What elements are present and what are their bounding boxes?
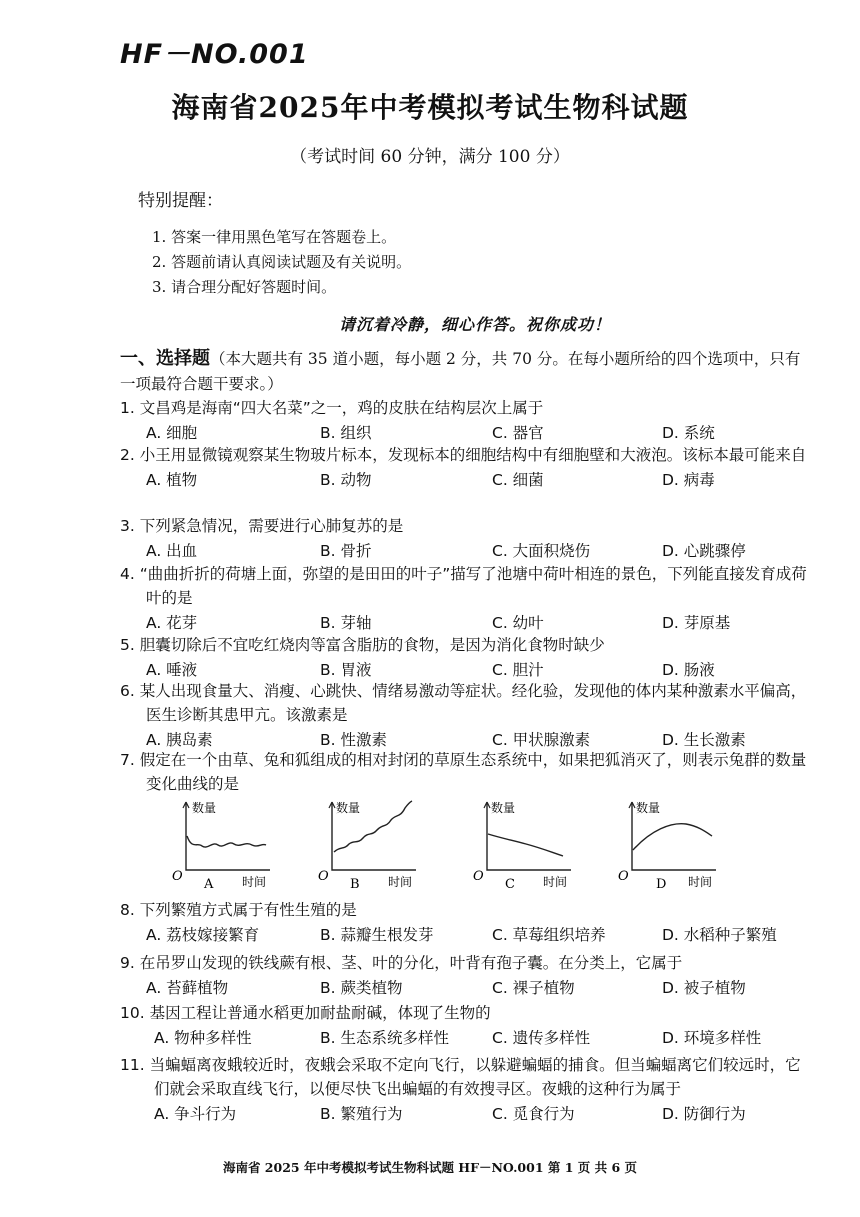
option-a: A. 胰岛素: [146, 731, 213, 749]
option-row: [120, 421, 810, 445]
option-c: C. 胆汁: [492, 661, 544, 679]
option-b: B. 骨折: [320, 542, 372, 560]
option-row: [120, 923, 810, 947]
question-stem: 1. 文昌鸡是海南“四大名菜”之一，鸡的皮肤在结构层次上属于: [120, 399, 544, 417]
question-1: [120, 396, 810, 445]
reminder-list: [152, 226, 411, 301]
origin-label: O: [618, 869, 629, 884]
reminder-item: 3. 请合理分配好答题时间。: [152, 278, 337, 296]
option-d: D. 芽原基: [662, 614, 731, 632]
option-c: C. 大面积烧伤: [492, 542, 591, 560]
option-row: [120, 1026, 810, 1050]
option-c: C. 细菌: [492, 471, 544, 489]
option-a: A. 苔藓植物: [146, 979, 229, 997]
option-a: A. 唾液: [146, 661, 198, 679]
question-stem: 4. “曲曲折折的荷塘上面，弥望的是田田的叶子”描写了池塘中荷叶相连的景色，下列能直接发育成荷叶的是: [120, 565, 807, 607]
y-axis-label: 数量: [336, 801, 361, 815]
option-row: [120, 1102, 810, 1126]
curve-c: [488, 834, 563, 856]
option-d: D. 病毒: [662, 471, 715, 489]
option-c: C. 器官: [492, 424, 544, 442]
option-row: [120, 468, 810, 492]
y-axis-label: 数量: [491, 801, 516, 815]
graph-a: [170, 800, 280, 896]
question-5: [120, 633, 810, 682]
option-a: A. 物种多样性: [154, 1029, 252, 1047]
question-stem: 7. 假定在一个由草、兔和狐组成的相对封闭的草原生态系统中，如果把狐消灭了，则表示兔群的数量变化曲线的是: [120, 751, 807, 793]
question-stem: 11. 当蝙蝠离夜蛾较近时，夜蛾会采取不定向飞行，以躲避蝙蝠的捕食。但当蝙蝠离它们较远时，它们就会采取直线飞行，以便尽快飞出蝙蝠的有效搜寻区。夜蛾的这种行为属于: [120, 1056, 801, 1098]
option-b: B. 芽轴: [320, 614, 372, 632]
option-row: [120, 611, 810, 635]
question-4: [120, 562, 810, 635]
option-b: B. 性激素: [320, 731, 387, 749]
x-axis-label: 时间: [543, 875, 568, 889]
graph-label: A: [204, 877, 214, 892]
graph-label: D: [656, 877, 667, 892]
origin-label: O: [473, 869, 484, 884]
question-3: [120, 514, 810, 563]
option-b: B. 蕨类植物: [320, 979, 403, 997]
option-c: C. 幼叶: [492, 614, 544, 632]
reminder-item: 1. 答案一律用黑色笔写在答题卷上。: [152, 228, 397, 246]
option-c: C. 遗传多样性: [492, 1029, 591, 1047]
question-stem: 2. 小王用显微镜观察某生物玻片标本，发现标本的细胞结构中有细胞壁和大液泡。该标本最可能来自: [120, 446, 807, 464]
option-row: [120, 976, 810, 1000]
graph-c: [471, 800, 581, 896]
option-c: C. 草莓组织培养: [492, 926, 606, 944]
graph-d: [616, 800, 726, 896]
option-d: D. 系统: [662, 424, 715, 442]
option-c: C. 甲状腺激素: [492, 731, 591, 749]
x-axis-label: 时间: [242, 875, 267, 889]
graph-b: [316, 800, 426, 896]
question-2: [120, 443, 810, 492]
page-footer: 海南省 2025 年中考模拟考试生物科试题 HF－NO.001 第 1 页 共 6 页: [222, 1160, 638, 1175]
section-title: 一、选择题: [120, 348, 210, 369]
question-stem: 9. 在吊罗山发现的铁线蕨有根、茎、叶的分化，叶背有孢子囊。在分类上，它属于: [120, 954, 683, 972]
question-stem: 8. 下列繁殖方式属于有性生殖的是: [120, 901, 357, 919]
y-axis-label: 数量: [636, 801, 661, 815]
option-c: C. 裸子植物: [492, 979, 575, 997]
exam-info: （考试时间 60 分钟，满分 100 分）: [290, 147, 570, 167]
graph-label: B: [350, 877, 360, 892]
option-d: D. 心跳骤停: [662, 542, 746, 560]
question-7: [120, 748, 810, 796]
origin-label: O: [172, 869, 183, 884]
option-b: B. 胃液: [320, 661, 372, 679]
paper-code: HF－NO.001: [120, 39, 309, 70]
option-row: [120, 539, 810, 563]
option-d: D. 被子植物: [662, 979, 746, 997]
option-b: B. 组织: [320, 424, 372, 442]
curve-d: [633, 824, 712, 850]
question-stem: 3. 下列紧急情况，需要进行心肺复苏的是: [120, 517, 404, 535]
option-d: D. 防御行为: [662, 1105, 746, 1123]
page-title: 海南省2025年中考模拟考试生物科试题: [171, 91, 689, 124]
question-stem: 5. 胆囊切除后不宜吃红烧肉等富含脂肪的食物，是因为消化食物时缺少: [120, 636, 605, 654]
option-a: A. 花芽: [146, 614, 198, 632]
option-a: A. 植物: [146, 471, 198, 489]
reminder-item: 2. 答题前请认真阅读试题及有关说明。: [152, 253, 412, 271]
x-axis-label: 时间: [388, 875, 413, 889]
question-11: [120, 1053, 810, 1126]
section-heading: [120, 346, 810, 397]
curve-a: [187, 836, 266, 847]
option-d: D. 水稻种子繁殖: [662, 926, 777, 944]
option-a: A. 争斗行为: [154, 1105, 237, 1123]
x-axis-label: 时间: [688, 875, 713, 889]
question-9: [120, 951, 810, 1000]
question-8: [120, 898, 810, 947]
question-6: [120, 679, 810, 752]
option-b: B. 动物: [320, 471, 372, 489]
motto: 请沉着冷静，细心作答。祝你成功！: [338, 315, 611, 334]
option-d: D. 生长激素: [662, 731, 746, 749]
option-a: A. 出血: [146, 542, 198, 560]
section-description: （本大题共有 35 道小题，每小题 2 分，共 70 分。在每小题所给的四个选项中，只有一项最符合题干要求。）: [120, 350, 801, 393]
reminder-title: 特别提醒：: [138, 191, 223, 211]
option-d: D. 肠液: [662, 661, 715, 679]
option-a: A. 细胞: [146, 424, 198, 442]
graph-label: C: [505, 877, 515, 892]
option-b: B. 蒜瓣生根发芽: [320, 926, 434, 944]
origin-label: O: [318, 869, 329, 884]
option-c: C. 觅食行为: [492, 1105, 575, 1123]
question-stem: 6. 某人出现食量大、消瘦、心跳快、情绪易激动等症状。经化验，发现他的体内某种激素水平偏高，医生诊断其患甲亢。该激素是: [120, 682, 807, 724]
question-stem: 10. 基因工程让普通水稻更加耐盐耐碱，体现了生物的: [120, 1004, 491, 1022]
option-d: D. 环境多样性: [662, 1029, 762, 1047]
option-a: A. 荔枝嫁接繁育: [146, 926, 260, 944]
y-axis-label: 数量: [192, 801, 217, 815]
question-10: [120, 1001, 810, 1050]
option-b: B. 生态系统多样性: [320, 1029, 449, 1047]
option-b: B. 繁殖行为: [320, 1105, 403, 1123]
